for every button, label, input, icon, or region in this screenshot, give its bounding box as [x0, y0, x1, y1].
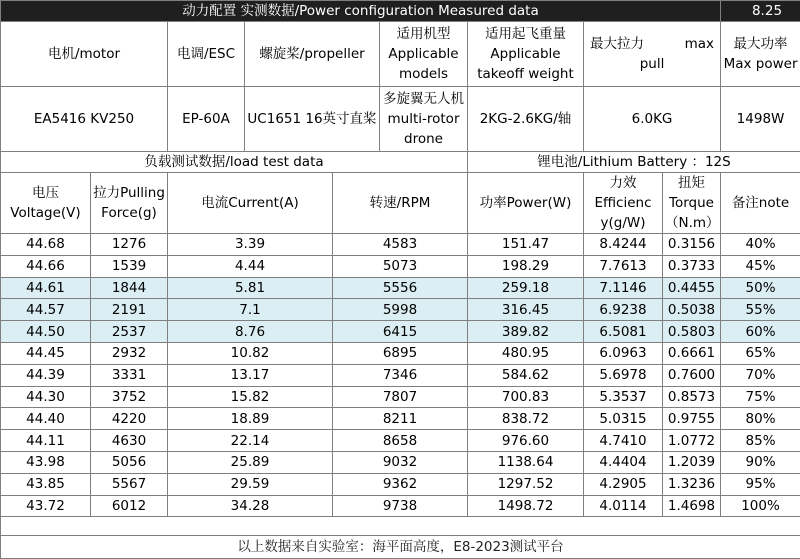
- power-cell: 700.83: [468, 386, 584, 408]
- torque-cell: 0.4455: [663, 277, 721, 299]
- pulling-header: 拉力Pulling Force(g): [91, 173, 168, 234]
- rpm-cell: 8211: [333, 408, 468, 430]
- rpm-cell: 6415: [333, 321, 468, 343]
- voltage-cell: 44.30: [1, 386, 91, 408]
- force-cell: 1844: [91, 277, 168, 299]
- torque-cell: 1.4698: [663, 495, 721, 517]
- power-cell: 1498.72: [468, 495, 584, 517]
- efficiency-cell: 7.7613: [584, 255, 663, 277]
- note-cell: 50%: [721, 277, 800, 299]
- current-cell: 4.44: [168, 255, 333, 277]
- table-row: [1, 430, 800, 452]
- table-row: [1, 495, 800, 517]
- force-cell: 4630: [91, 430, 168, 452]
- power-cell: 1138.64: [468, 451, 584, 473]
- note-cell: 40%: [721, 234, 800, 256]
- current-header: 电流Current(A): [168, 173, 333, 234]
- power-header: 功率Power(W): [468, 173, 584, 234]
- current-cell: 5.81: [168, 277, 333, 299]
- note-cell: 80%: [721, 408, 800, 430]
- force-cell: 6012: [91, 495, 168, 517]
- current-cell: 8.76: [168, 321, 333, 343]
- takeoff-value: 2KG-2.6KG/轴: [468, 87, 584, 152]
- current-cell: 10.82: [168, 342, 333, 364]
- esc-value: EP-60A: [168, 87, 245, 152]
- efficiency-header: 力效 Efficienc y(g/W): [584, 173, 663, 234]
- efficiency-cell: 5.0315: [584, 408, 663, 430]
- efficiency-cell: 6.9238: [584, 299, 663, 321]
- power-cell: 198.29: [468, 255, 584, 277]
- voltage-header: 电压 Voltage(V): [1, 173, 91, 234]
- current-cell: 34.28: [168, 495, 333, 517]
- note-cell: 55%: [721, 299, 800, 321]
- motor-value: EA5416 KV250: [1, 87, 168, 152]
- note-cell: 75%: [721, 386, 800, 408]
- rpm-cell: 9362: [333, 473, 468, 495]
- takeoff-header: 适用起飞重量 Applicable takeoff weight: [468, 22, 584, 87]
- table-row: [1, 364, 800, 386]
- rpm-cell: 5998: [333, 299, 468, 321]
- efficiency-cell: 4.0114: [584, 495, 663, 517]
- models-header: 适用机型 Applicable models: [380, 22, 468, 87]
- power-cell: 480.95: [468, 342, 584, 364]
- voltage-cell: 44.61: [1, 277, 91, 299]
- data-body: [1, 234, 800, 517]
- rpm-cell: 9032: [333, 451, 468, 473]
- current-cell: 25.89: [168, 451, 333, 473]
- force-cell: 5567: [91, 473, 168, 495]
- motor-header: 电机/motor: [1, 22, 168, 87]
- models-value: 多旋翼无人机 multi-rotor drone: [380, 87, 468, 152]
- footer-row: [1, 536, 800, 559]
- propeller-header: 螺旋桨/propeller: [245, 22, 380, 87]
- note-cell: 95%: [721, 473, 800, 495]
- section-band: [1, 152, 800, 173]
- force-cell: 1539: [91, 255, 168, 277]
- efficiency-cell: 5.6978: [584, 364, 663, 386]
- torque-cell: 0.3156: [663, 234, 721, 256]
- torque-header: 扭矩 Torque （N.m）: [663, 173, 721, 234]
- max-pull-label-cn: 最大拉力: [590, 34, 644, 54]
- rpm-cell: 6895: [333, 342, 468, 364]
- current-cell: 29.59: [168, 473, 333, 495]
- torque-cell: 1.3236: [663, 473, 721, 495]
- propeller-value: UC1651 16英寸直桨: [245, 87, 380, 152]
- note-cell: 90%: [721, 451, 800, 473]
- voltage-cell: 44.45: [1, 342, 91, 364]
- efficiency-cell: 8.4244: [584, 234, 663, 256]
- max-pull-label-pull: pull: [586, 54, 718, 74]
- force-cell: 5056: [91, 451, 168, 473]
- force-cell: 2932: [91, 342, 168, 364]
- voltage-cell: 44.11: [1, 430, 91, 452]
- table-row: [1, 386, 800, 408]
- voltage-cell: 44.50: [1, 321, 91, 343]
- power-cell: 151.47: [468, 234, 584, 256]
- config-header-row: [1, 22, 800, 87]
- table-row: [1, 255, 800, 277]
- voltage-cell: 44.39: [1, 364, 91, 386]
- table-row: [1, 451, 800, 473]
- efficiency-cell: 7.1146: [584, 277, 663, 299]
- torque-cell: 0.9755: [663, 408, 721, 430]
- data-header-row: [1, 173, 800, 234]
- rpm-cell: 5073: [333, 255, 468, 277]
- spacer-row: [1, 517, 800, 536]
- power-cell: 838.72: [468, 408, 584, 430]
- note-cell: 85%: [721, 430, 800, 452]
- esc-header: 电调/ESC: [168, 22, 245, 87]
- note-cell: 65%: [721, 342, 800, 364]
- rpm-cell: 7346: [333, 364, 468, 386]
- rpm-cell: 9738: [333, 495, 468, 517]
- voltage-cell: 44.40: [1, 408, 91, 430]
- table-row: [1, 234, 800, 256]
- torque-cell: 0.7600: [663, 364, 721, 386]
- efficiency-cell: 6.5081: [584, 321, 663, 343]
- note-cell: 70%: [721, 364, 800, 386]
- current-cell: 13.17: [168, 364, 333, 386]
- current-cell: 22.14: [168, 430, 333, 452]
- rpm-cell: 4583: [333, 234, 468, 256]
- power-cell: 259.18: [468, 277, 584, 299]
- date-label: 8.25: [721, 1, 800, 22]
- force-cell: 3331: [91, 364, 168, 386]
- voltage-cell: 44.57: [1, 299, 91, 321]
- current-cell: 7.1: [168, 299, 333, 321]
- efficiency-cell: 5.3537: [584, 386, 663, 408]
- table-row: [1, 277, 800, 299]
- voltage-cell: 43.72: [1, 495, 91, 517]
- battery-label: 锂电池/Lithium Battery ：12S: [468, 152, 800, 173]
- current-cell: 15.82: [168, 386, 333, 408]
- note-cell: 60%: [721, 321, 800, 343]
- note-cell: 45%: [721, 255, 800, 277]
- efficiency-cell: 6.0963: [584, 342, 663, 364]
- note-header: 备注note: [721, 173, 800, 234]
- power-cell: 976.60: [468, 430, 584, 452]
- config-value-row: [1, 87, 800, 152]
- load-test-label: 负载测试数据/load test data: [1, 152, 468, 173]
- torque-cell: 1.0772: [663, 430, 721, 452]
- note-cell: 100%: [721, 495, 800, 517]
- torque-cell: 0.8573: [663, 386, 721, 408]
- table-row: [1, 408, 800, 430]
- current-cell: 18.89: [168, 408, 333, 430]
- rpm-cell: 8658: [333, 430, 468, 452]
- voltage-cell: 44.68: [1, 234, 91, 256]
- max-power-header: 最大功率 Max power: [721, 22, 800, 87]
- max-pull-label-max: max: [685, 34, 714, 54]
- power-cell: 1297.52: [468, 473, 584, 495]
- torque-cell: 1.2039: [663, 451, 721, 473]
- max-pull-value: 6.0KG: [584, 87, 721, 152]
- rpm-cell: 7807: [333, 386, 468, 408]
- efficiency-cell: 4.7410: [584, 430, 663, 452]
- voltage-cell: 43.98: [1, 451, 91, 473]
- power-cell: 389.82: [468, 321, 584, 343]
- force-cell: 3752: [91, 386, 168, 408]
- table-row: [1, 321, 800, 343]
- current-cell: 3.39: [168, 234, 333, 256]
- page-title: 动力配置 实测数据/Power configuration Measured data: [1, 1, 721, 22]
- table-row: [1, 299, 800, 321]
- table-row: [1, 342, 800, 364]
- force-cell: 2537: [91, 321, 168, 343]
- torque-cell: 0.3733: [663, 255, 721, 277]
- rpm-header: 转速/RPM: [333, 173, 468, 234]
- title-row: [1, 1, 800, 22]
- spacer-cell: [1, 517, 800, 536]
- force-cell: 4220: [91, 408, 168, 430]
- voltage-cell: 44.66: [1, 255, 91, 277]
- torque-cell: 0.6661: [663, 342, 721, 364]
- max-power-value: 1498W: [721, 87, 800, 152]
- force-cell: 2191: [91, 299, 168, 321]
- footer-note: 以上数据来自实验室：海平面高度，E8-2023测试平台: [1, 536, 800, 559]
- max-pull-header: [584, 22, 721, 87]
- efficiency-cell: 4.4404: [584, 451, 663, 473]
- torque-cell: 0.5038: [663, 299, 721, 321]
- voltage-cell: 43.85: [1, 473, 91, 495]
- power-cell: 584.62: [468, 364, 584, 386]
- table-row: [1, 473, 800, 495]
- rpm-cell: 5556: [333, 277, 468, 299]
- power-cell: 316.45: [468, 299, 584, 321]
- force-cell: 1276: [91, 234, 168, 256]
- torque-cell: 0.5803: [663, 321, 721, 343]
- efficiency-cell: 4.2905: [584, 473, 663, 495]
